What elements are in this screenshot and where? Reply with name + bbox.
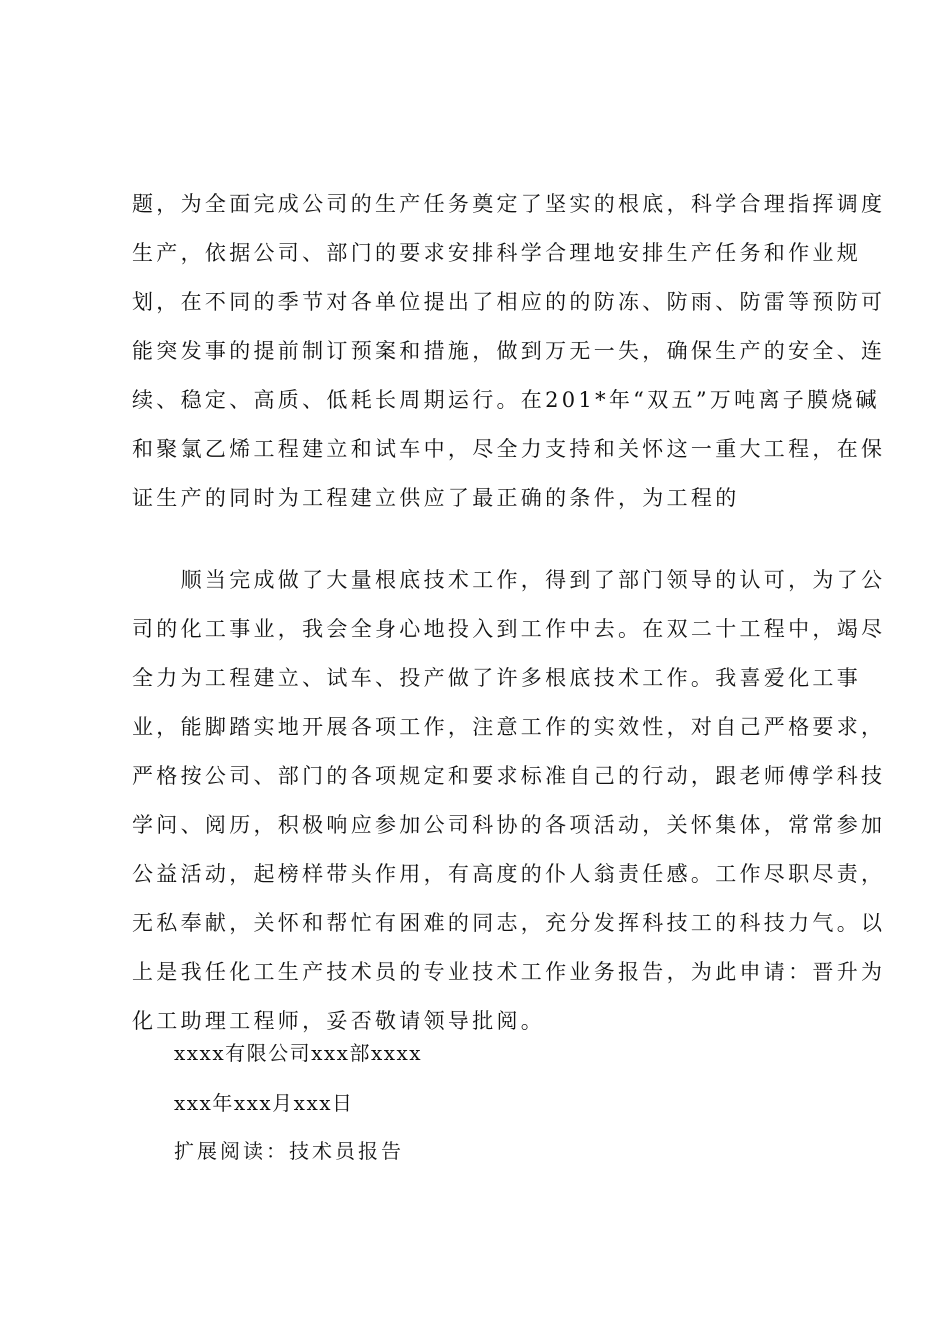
paragraph-line: 化工助理工程师，妥否敬请领导批阅。	[132, 1009, 546, 1033]
paragraph-line: 上是我任化工生产技术员的专业技术工作业务报告，为此申请：晋升为	[132, 960, 886, 984]
extended-reading: 扩展阅读：技术员报告	[174, 1139, 404, 1163]
paragraph-line: 学问、阅历，积极响应参加公司科协的各项活动，关怀集体，常常参加	[132, 813, 886, 837]
paragraph-line: 业，能脚踏实地开展各项工作，注意工作的实效性，对自己严格要求，	[132, 715, 886, 739]
paragraph-line: 和聚氯乙烯工程建立和试车中，尽全力支持和关怀这一重大工程，在保	[132, 437, 886, 461]
signature-date: xxx年xxx月xxx日	[174, 1091, 354, 1115]
paragraph-line: 公益活动，起榜样带头作用，有高度的仆人翁责任感。工作尽职尽责，	[132, 862, 886, 886]
signature-org: xxxx有限公司xxx部xxxx	[174, 1041, 423, 1065]
paragraph-2	[132, 556, 886, 1046]
paragraph-line: 划，在不同的季节对各单位提出了相应的的防冻、防雨、防雷等预防可	[132, 290, 886, 314]
paragraph-line: 能突发事的提前制订预案和措施，做到万无一失，确保生产的安全、连	[132, 339, 886, 363]
paragraph-line: 续、稳定、高质、低耗长周期运行。在201*年“双五”万吨离子膜烧碱	[132, 388, 880, 412]
paragraph-line: 全力为工程建立、试车、投产做了许多根底技术工作。我喜爱化工事	[132, 666, 861, 690]
paragraph-line: 题，为全面完成公司的生产任务奠定了坚实的根底，科学合理指挥调度	[132, 192, 886, 216]
paragraph-line: 生产，依据公司、部门的要求安排科学合理地安排生产任务和作业规	[132, 241, 861, 265]
paragraph-line: 司的化工事业，我会全身心地投入到工作中去。在双二十工程中，竭尽	[132, 617, 886, 641]
paragraph-line: 严格按公司、部门的各项规定和要求标准自己的行动，跟老师傅学科技	[132, 764, 886, 788]
paragraph-1	[132, 180, 886, 523]
paragraph-line: 证生产的同时为工程建立供应了最正确的条件，为工程的	[132, 486, 740, 510]
paragraph-line: 顺当完成做了大量根底技术工作，得到了部门领导的认可，为了公	[132, 568, 886, 592]
paragraph-line: 无私奉献，关怀和帮忙有困难的同志，充分发挥科技工的科技力气。以	[132, 911, 886, 935]
